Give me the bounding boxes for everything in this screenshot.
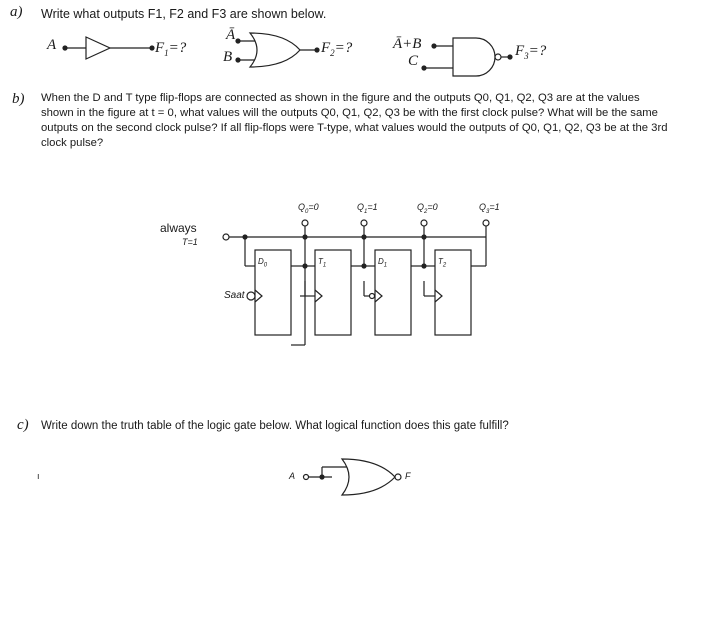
gate1-not-symbol <box>63 37 154 59</box>
section-a-marker: a) <box>10 4 23 20</box>
gate3-input2-label: C <box>408 53 419 69</box>
q0-label: $Q_0=0$ <box>298 202 319 215</box>
gate3-and-symbol <box>422 38 512 76</box>
flipflop-d1-label: $D_1$ <box>378 257 388 269</box>
gate1-output-sub: 1 <box>164 48 169 58</box>
gate3-output-name: F <box>515 43 525 59</box>
t-equals-one-label: T=1 <box>182 237 198 247</box>
gate1-input-label: A <box>47 37 57 53</box>
flipflop-d0-label: $D_0$ <box>258 257 268 269</box>
section-c-output-label: F <box>405 471 411 481</box>
section-c-marker: c) <box>17 417 29 433</box>
gate3-input1-label: Ā+B <box>393 36 422 52</box>
section-c-question: Write down the truth table of the logic gate below. What logical function does this gate fulfill? <box>41 420 509 432</box>
gate1-output-name: F <box>155 40 165 56</box>
gate2-output-sub: 2 <box>330 48 335 58</box>
always-line <box>223 234 486 240</box>
q2-label: $Q_2=0$ <box>417 202 438 215</box>
stray-mark: ı <box>37 471 40 481</box>
gate2-input2-label: B <box>223 49 233 65</box>
gate3-output-sub: 3 <box>524 51 529 61</box>
gate2-input1-label: Ā <box>226 27 236 43</box>
section-b-question: When the D and T type flip-flops are connected as shown in the figure and the outputs Q0, Q1, Q2, Q3 are at the values shown in the figure at t = 0, what values will the outputs Q0, Q1, Q2, Q3 be with the first clock pulse? What will be the same outputs on the second clock pulse? If all flip-flops were T-type, what values would the outputs of Q0, Q1, Q2, Q3 be at the 3rd clock pulse? <box>41 92 668 149</box>
gate3-output-suffix: =? <box>528 43 547 59</box>
section-b-marker: b) <box>12 91 25 107</box>
flipflop-t1-label: $T_1$ <box>318 257 327 269</box>
clock-input <box>247 292 255 300</box>
section-c-input-label: A <box>289 471 296 481</box>
q1-label: $Q_1=1$ <box>357 202 378 215</box>
q3-label: $Q_3=1$ <box>479 202 500 215</box>
section-a-question: Write what outputs F1, F2 and F3 are shown below. <box>41 7 327 21</box>
flipflop-t2-label: $T_2$ <box>438 257 447 269</box>
gate2-or-symbol <box>236 33 319 67</box>
always-label: always <box>160 221 197 235</box>
clock-label: Saat <box>224 290 245 301</box>
gate2-output-suffix: =? <box>334 40 353 56</box>
gate1-output-suffix: =? <box>168 40 187 56</box>
gate2-output-name: F <box>321 40 331 56</box>
section-c-gate-symbol <box>304 459 402 495</box>
